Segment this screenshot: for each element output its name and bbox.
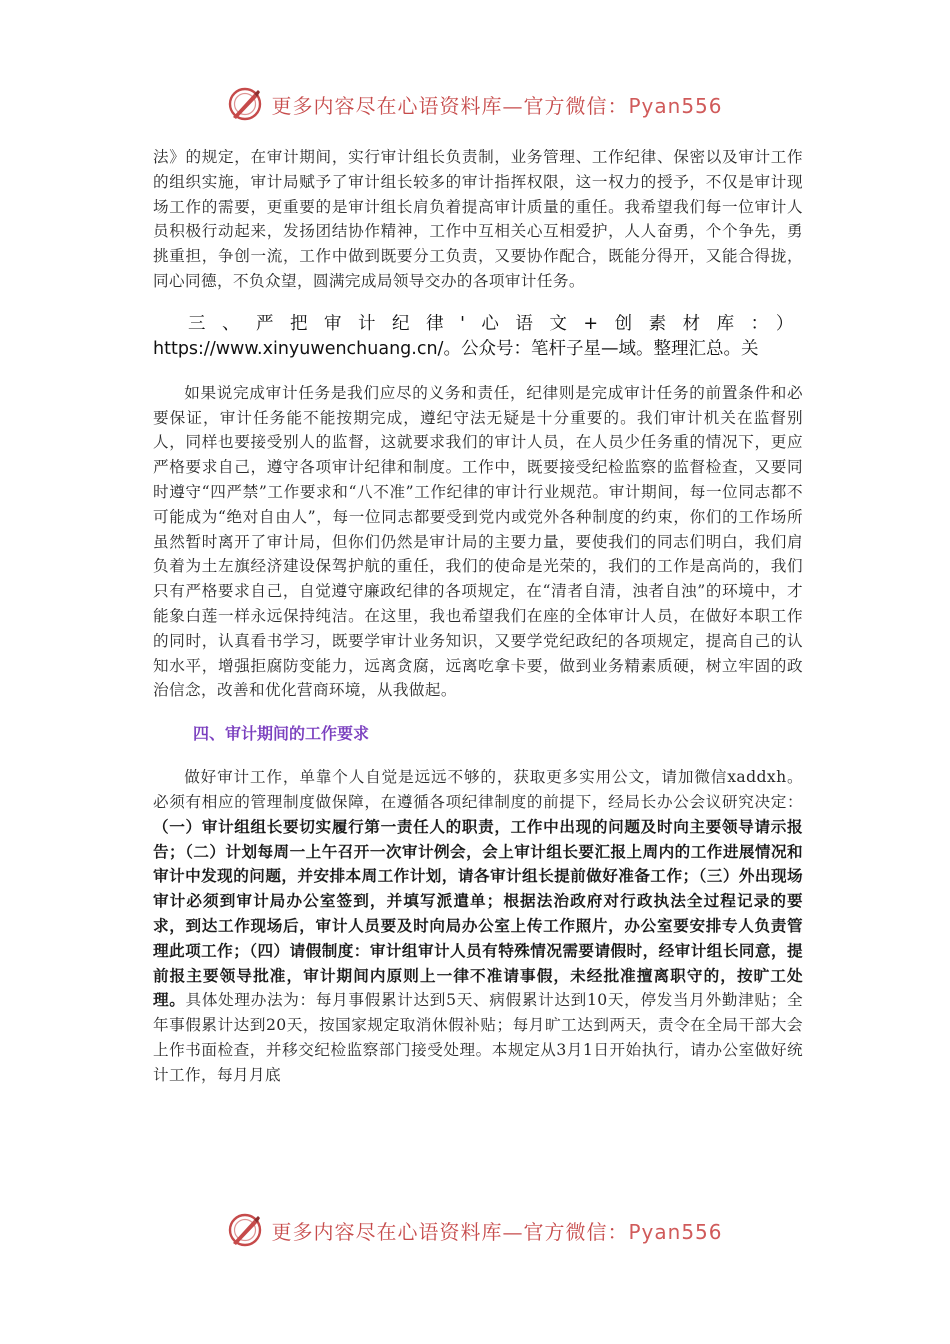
header-banner (0, 82, 950, 126)
document-body (153, 145, 803, 1088)
footer-banner (0, 1208, 950, 1252)
section-3-link-text: https://www.xinyuwenchuang.cn/。公众号：笔杆子星—域。整理汇总。关 (153, 338, 759, 359)
section-3-heading (153, 312, 803, 362)
banner-wechat-id: Pyan556 (628, 1219, 723, 1244)
pen-icon (227, 86, 263, 122)
banner-text (271, 1216, 722, 1245)
paragraph-3-tail: 具体处理办法为：每月事假累计达到5天、病假累计达到10天，停发当月外勤津贴；全年事假累计达到20天，按国家规定取消休假补贴；每月旷工达到两天，责令在全局干部大会上作书面检查，并移交纪检监察部门接受处理。本规定从3月1日开始执行，请办公室做好统计工作，每月月底 (153, 991, 803, 1084)
paragraph-3-intro: 做好审计工作，单靠个人自觉是远远不够的，获取更多实用公文，请加微信xaddxh。必须有相应的管理制度做保障，在遵循各项纪律制度的前提下，经局长办公会议研究决定： (153, 768, 803, 811)
paragraph-3 (153, 765, 803, 1087)
banner-text (271, 90, 722, 119)
paragraph-2: 如果说完成审计任务是我们应尽的义务和责任，纪律则是完成审计任务的前置条件和必要保证，审计任务能不能按期完成，遵纪守法无疑是十分重要的。我们审计机关在监督别人，同样也要接受别人的监督，这就要求我们的审计人员，在人员少任务重的情况下，更应严格要求自己，遵守各项审计纪律和制度。工作中，既要接受纪检监察的监督检查，又要同时遵守“四严禁”工作要求和“八不准”工作纪律的审计行业规范。审计期间，每一位同志都不可能成为“绝对自由人”，每一位同志都要受到党内或党外各种制度的约束，你们的工作场所虽然暂时离开了审计局，但你们仍然是审计局的主要力量，要使我们的同志们明白，我们肩负着为土左旗经济建设保驾护航的重任，我们的使命是光荣的，我们的工作是高尚的，我们只有严格要求自己，自觉遵守廉政纪律的各项规定，在“清者自清，浊者自浊”的环境中，才能象白莲一样永远保持纯洁。在这里，我也希望我们在座的全体审计人员，在做好本职工作的同时，认真看书学习，既要学审计业务知识，又要学党纪政纪的各项规定，提高自己的认知水平，增强拒腐防变能力，远离贪腐，远离吃拿卡要，做到业务精素质硬，树立牢固的政治信念，改善和优化营商环境，从我做起。 (153, 383, 803, 700)
paragraph-3-rules: （一）审计组组长要切实履行第一责任人的职责，工作中出现的问题及时向主要领导请示报告；（二）计划每周一上午召开一次审计例会，会上审计组长要汇报上周内的工作进展情况和审计中发现的问题，并安排本周工作计划，请各审计组长提前做好准备工作；（三）外出现场审计必须到审计局办公室签到，并填写派遣单；根据法治政府对行政执法全过程记录的要求，到达工作现场后，审计人员要及时向局办公室上传工作照片，办公室要安排专人负责管理此项工作；（四）请假制度：审计组审计人员有特殊情况需要请假时，经审计组长同意，提前报主要领导批准，审计期间内原则上一律不准请事假，未经批准擅离职守的，按旷工处理。 (153, 816, 803, 1010)
banner-text-cn: 更多内容尽在心语资料库—官方微信： (271, 93, 629, 118)
paragraph-1: 法》的规定，在审计期间，实行审计组长负责制，业务管理、工作纪律、保密以及审计工作的组织实施，审计局赋予了审计组长较多的审计指挥权限，这一权力的授予，不仅是审计现场工作的需要，更重要的是审计组长肩负着提高审计质量的重任。我希望我们每一位审计人员积极行动起来，发扬团结协作精神，工作中互相关心互相爱护，人人奋勇，个个争先，勇挑重担，争创一流，工作中做到既要分工负责，又要协作配合，既能分得开，又能合得拢，同心同德，不负众望，圆满完成局领导交办的各项审计任务。 (153, 148, 803, 290)
pen-icon (227, 1212, 263, 1248)
banner-text-cn: 更多内容尽在心语资料库—官方微信： (271, 1219, 629, 1244)
banner-wechat-id: Pyan556 (628, 93, 723, 118)
section-3-title: 三、严把审计纪律'心语文+创素材库：） (188, 313, 803, 334)
section-4-heading: 四、审计期间的工作要求 (193, 724, 370, 744)
